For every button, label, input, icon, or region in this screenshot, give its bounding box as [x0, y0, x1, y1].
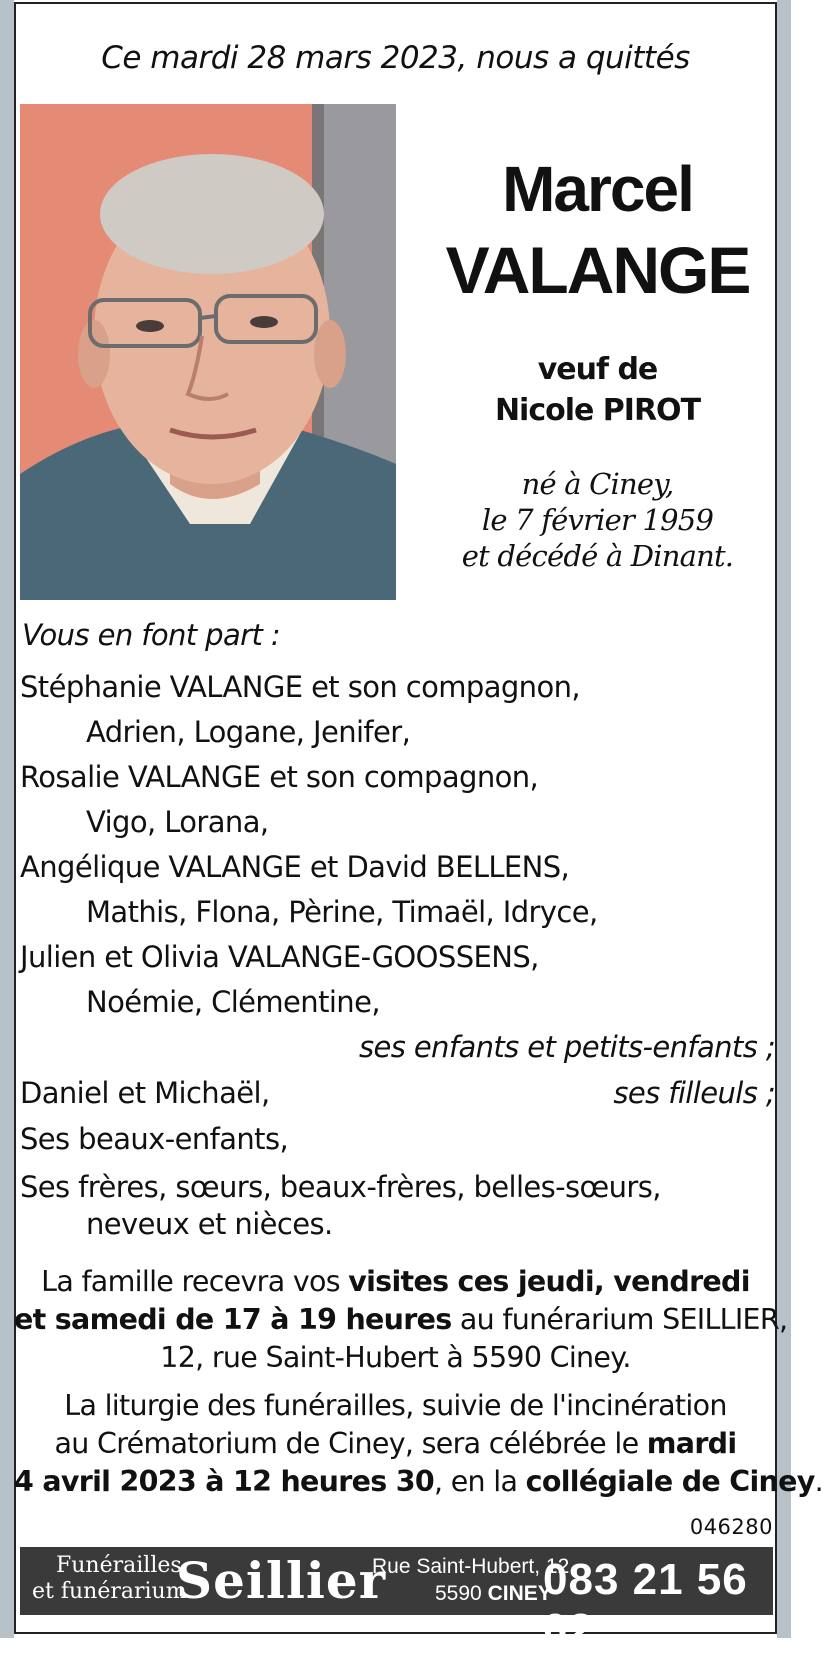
- right-margin-rule: [777, 0, 791, 1638]
- left-margin-rule: [0, 0, 14, 1638]
- godchildren-names: Daniel et Michaël,: [20, 1076, 270, 1110]
- spouse-name: Nicole PIROT: [494, 393, 701, 428]
- siblings-line: Ses frères, sœurs, beaux-frères, belles-sœurs,: [20, 1170, 661, 1204]
- family-line: Mathis, Flona, Pèrine, Timaël, Idryce,: [86, 895, 598, 929]
- footer-street: Rue Saint-Hubert, 12: [372, 1555, 570, 1578]
- siblings-line-2: neveux et nièces.: [86, 1207, 333, 1241]
- date-line: Ce mardi 28 mars 2023, nous a quittés: [101, 40, 690, 76]
- visits-address: 12, rue Saint-Hubert à 5590 Ciney.: [160, 1341, 631, 1374]
- family-line: Julien et Olivia VALANGE-GOOSSENS,: [20, 940, 539, 974]
- godchildren-role: ses filleuls ;: [613, 1076, 775, 1110]
- widow-label: veuf de: [537, 352, 658, 387]
- funeral-home-brand: Seillier: [176, 1551, 387, 1610]
- family-line: Vigo, Lorana,: [86, 805, 269, 839]
- footer-phone: 083 21 56 02: [543, 1555, 748, 1654]
- family-line: Noémie, Clémentine,: [86, 985, 380, 1019]
- visits-line-1: La famille recevra vos visites ces jeudi, vendredi: [41, 1265, 750, 1298]
- funeral-home-banner: [20, 1547, 773, 1654]
- portrait-photo: [20, 104, 396, 600]
- family-intro: Vous en font part :: [22, 618, 281, 652]
- liturgy-line-2: au Crématorium de Ciney, sera célébrée le mardi: [54, 1427, 737, 1460]
- visits-line-2: et samedi de 17 à 19 heures au funérarium SEILLIER,: [14, 1303, 788, 1336]
- footer-city: 5590 CINEY: [435, 1582, 552, 1605]
- family-line: Rosalie VALANGE et son compagnon,: [20, 760, 539, 794]
- reference-number: 046280: [689, 1515, 773, 1539]
- death-place: et décédé à Dinant.: [461, 539, 734, 573]
- liturgy-line-3: 4 avril 2023 à 12 heures 30, en la collégiale de Ciney.: [14, 1465, 823, 1498]
- family-line: Adrien, Logane, Jenifer,: [86, 715, 411, 749]
- footer-label-1: Funérailles: [56, 1553, 182, 1578]
- footer-label-2: et funérarium: [32, 1579, 187, 1604]
- family-line: Stéphanie VALANGE et son compagnon,: [20, 670, 580, 704]
- stepchildren-line: Ses beaux-enfants,: [20, 1122, 289, 1156]
- birth-place: né à Ciney,: [521, 467, 674, 501]
- deceased-last-name: VALANGE: [445, 233, 750, 307]
- liturgy-line-1: La liturgie des funérailles, suivie de l'incinération: [64, 1389, 727, 1422]
- deceased-first-name: Marcel: [502, 153, 693, 225]
- family-line: Angélique VALANGE et David BELLENS,: [20, 850, 570, 884]
- birth-date: le 7 février 1959: [481, 503, 714, 537]
- children-role: ses enfants et petits-enfants ;: [358, 1030, 775, 1064]
